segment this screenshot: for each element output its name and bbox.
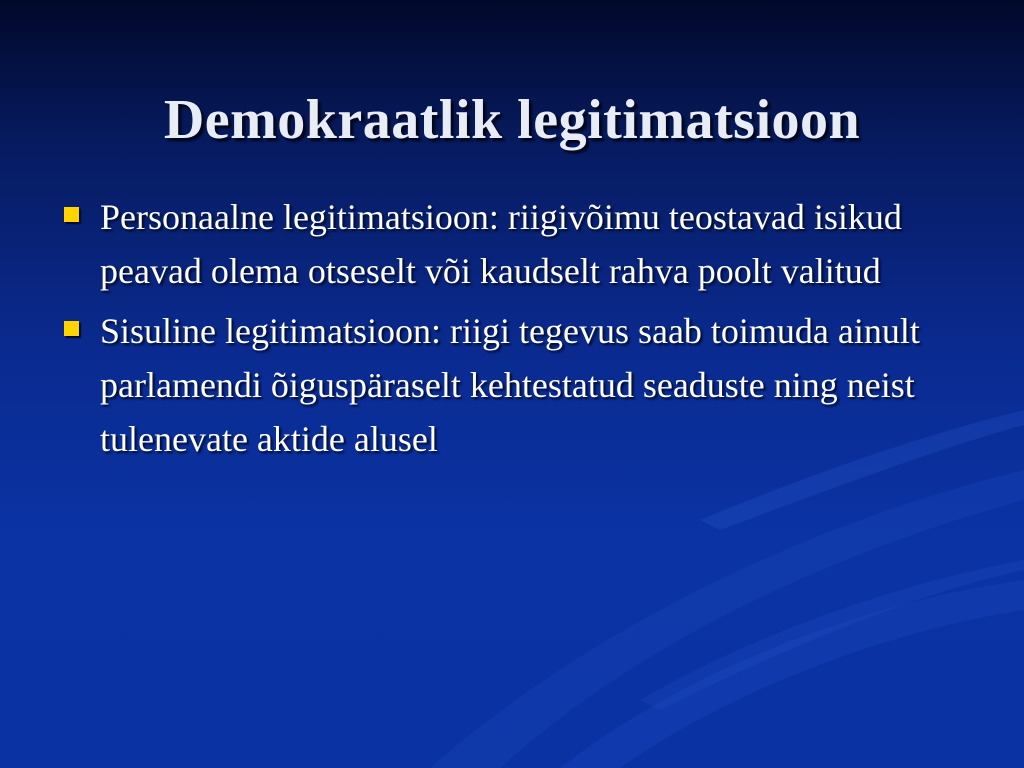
bullet-text: Personaalne legitimatsioon: riigivõimu teostavad isikud peavad olema otseselt või kaudselt rahva poolt valitud (100, 197, 902, 291)
bullet-item (60, 304, 960, 466)
square-bullet-icon (64, 321, 79, 336)
swoosh-curve-2 (560, 580, 1024, 768)
square-bullet-icon (64, 207, 79, 222)
bullet-list (60, 190, 960, 472)
bullet-item (60, 190, 960, 298)
slide-title: Demokraatlik legitimatsioon (163, 89, 861, 151)
bullet-text: Sisuline legitimatsioon: riigi tegevus saab toimuda ainult parlamendi õiguspäraselt kehtestatud seaduste ning neist tulenevate aktide alusel (100, 311, 920, 459)
